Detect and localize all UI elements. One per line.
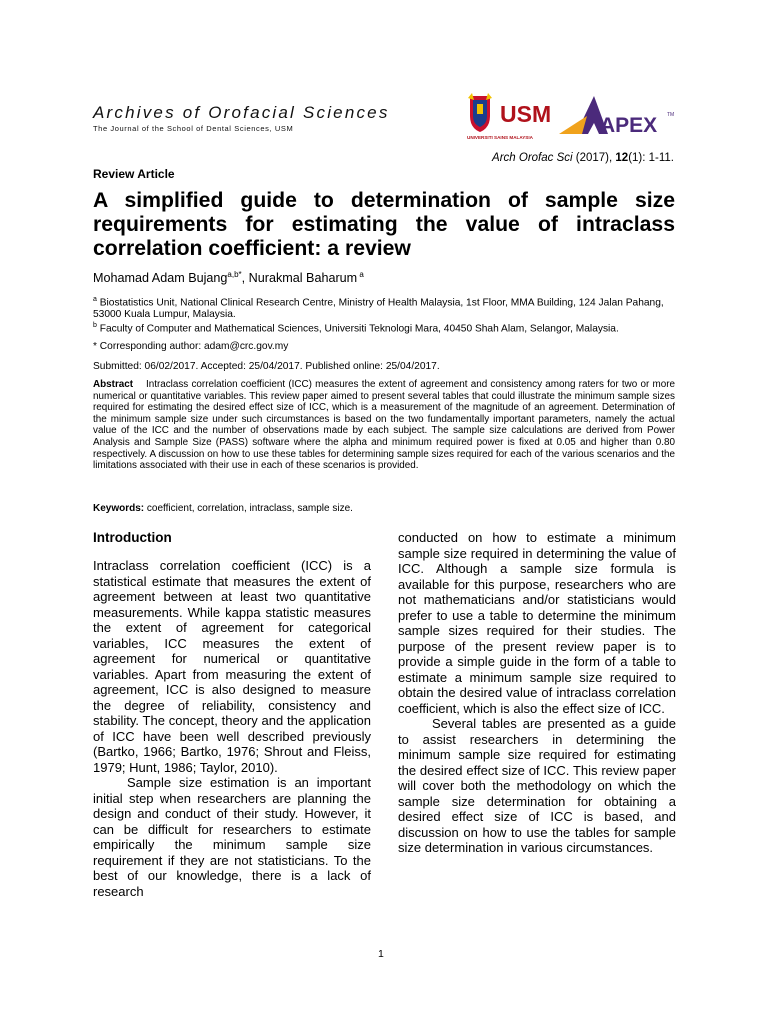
affiliation xyxy=(93,320,675,335)
apex-trademark: TM xyxy=(667,112,675,118)
affiliation-text: Biostatistics Unit, National Clinical Research Centre, Ministry of Health Malaysia, 1st Floor, MMA Building, 124 Jalan Pahang, 53000 Kuala Lumpur, Malaysia. xyxy=(93,297,664,320)
citation-pages: (1): 1-11. xyxy=(628,152,674,164)
affiliation-text: Faculty of Computer and Mathematical Sciences, Universiti Teknologi Mara, 40450 Shah Alam, Selangor, Malaysia. xyxy=(96,323,619,335)
abstract-text: Intraclass correlation coefficient (ICC) measures the extent of agreement and consistency among raters for two or more numerical or quantitative variables. This review paper aimed to present several tables that could illustrate the minimum sample sizes required for estimating the desired effect size of ICC, which is a measurement of the magnitude of an agreement. Determination of the minimum sample size under such circumstances is based on the two fundamentally important parameters, namely the actual value of the ICC and the number of observations made by each subject. The sample size calculations are derived from Power Analysis and Sample Size (PASS) software where the alpha and minimum required power is fixed at 0.05 and higher than 0.80 respectively. A discussion on how to use these tables for determining sample sizes required for each of the various scenarios and the limitations associated with their use in each of these scenarios is provided. xyxy=(93,379,675,472)
section-heading-introduction: Introduction xyxy=(93,530,172,545)
page-number: 1 xyxy=(378,948,384,960)
usm-crest-icon xyxy=(468,93,492,132)
usm-caption: UNIVERSITI SAINS MALAYSIA xyxy=(467,135,533,140)
left-column xyxy=(93,558,371,899)
journal-name: Archives of Orofacial Sciences xyxy=(93,103,390,122)
citation-year: (2017), xyxy=(572,152,616,164)
authors xyxy=(93,270,364,285)
affiliation-mark: a xyxy=(93,296,97,303)
affiliation-mark: b xyxy=(93,322,97,330)
right-column xyxy=(398,530,676,856)
author-affiliation-mark: a xyxy=(357,270,364,279)
corresponding-author: * Corresponding author: adam@crc.gov.my xyxy=(93,341,289,352)
journal-subtitle: The Journal of the School of Dental Sciences, USM xyxy=(93,124,294,133)
affiliations xyxy=(93,294,675,335)
author-separator: , xyxy=(241,271,249,286)
affiliation xyxy=(93,294,675,320)
apex-logo-text: APEX xyxy=(600,114,658,137)
paragraph: Several tables are presented as a guide to assist researchers in determining the minimum sample size required for estimating the desired effect size of ICC. This review paper will cover both the methodology on which the sample size determination for obtaining a desired effect size of ICC is based, and discussion on how to use the tables for sample size determination in various circumstances. xyxy=(398,716,676,855)
usm-logo-text: USM xyxy=(500,101,552,127)
paper-title: A simplified guide to determination of sample size requirements for estimating the value of intraclass correlation coefficient: a review xyxy=(93,189,675,260)
abstract xyxy=(93,379,675,472)
paragraph: Sample size estimation is an important initial step when researchers are planning the design and conduct of their study. However, it can be difficult for researchers to estimate empirically the minimum sample size requirement if they are not statisticians. To the best of our knowledge, there is a lack of research xyxy=(93,775,371,899)
keywords-label: Keywords: xyxy=(93,503,145,514)
submission-dates: Submitted: 06/02/2017. Accepted: 25/04/2017. Published online: 25/04/2017. xyxy=(93,361,440,372)
article-type: Review Article xyxy=(93,167,175,181)
keywords xyxy=(93,503,353,514)
paragraph: conducted on how to estimate a minimum sample size required in determining the value of ICC. Although a sample size formula is available for this purpose, researchers who are not mathematicians and/or statisticians would prefer to use a table to determine the minimum sample sizes required for their studies. The purpose of the present review paper is to provide a simple guide in the form of a table to estimate a minimum sample size required to obtain the desired value of intraclass correlation coefficient, which is also the effect size of ICC. xyxy=(398,530,676,716)
institution-logos xyxy=(466,90,678,142)
keywords-text: coefficient, correlation, intraclass, sample size. xyxy=(144,503,353,514)
abstract-label: Abstract xyxy=(93,379,134,390)
citation-journal: Arch Orofac Sci xyxy=(492,152,573,164)
paragraph: Intraclass correlation coefficient (ICC) is a statistical estimate that measures the extent of agreement between at least two quantitative measurements. While kappa statistic measures the extent of agreement for categorical variables, ICC measures the extent of agreement for numerical or quantitative variables. Apart from measuring the extent of agreement, ICC is also designed to measure the degree of reliability, consistency and stability. The concept, theory and the application of ICC have been well described previously (Bartko, 1966; Bartko, 1976; Shrout and Fleiss, 1979; Hunt, 1986; Taylor, 2010). xyxy=(93,558,371,775)
author-affiliation-mark: a,b* xyxy=(227,270,242,279)
citation xyxy=(440,152,674,164)
author-name: Nurakmal Baharum xyxy=(248,271,358,286)
citation-volume: 12 xyxy=(615,152,629,164)
author-name: Mohamad Adam Bujang xyxy=(93,271,228,286)
